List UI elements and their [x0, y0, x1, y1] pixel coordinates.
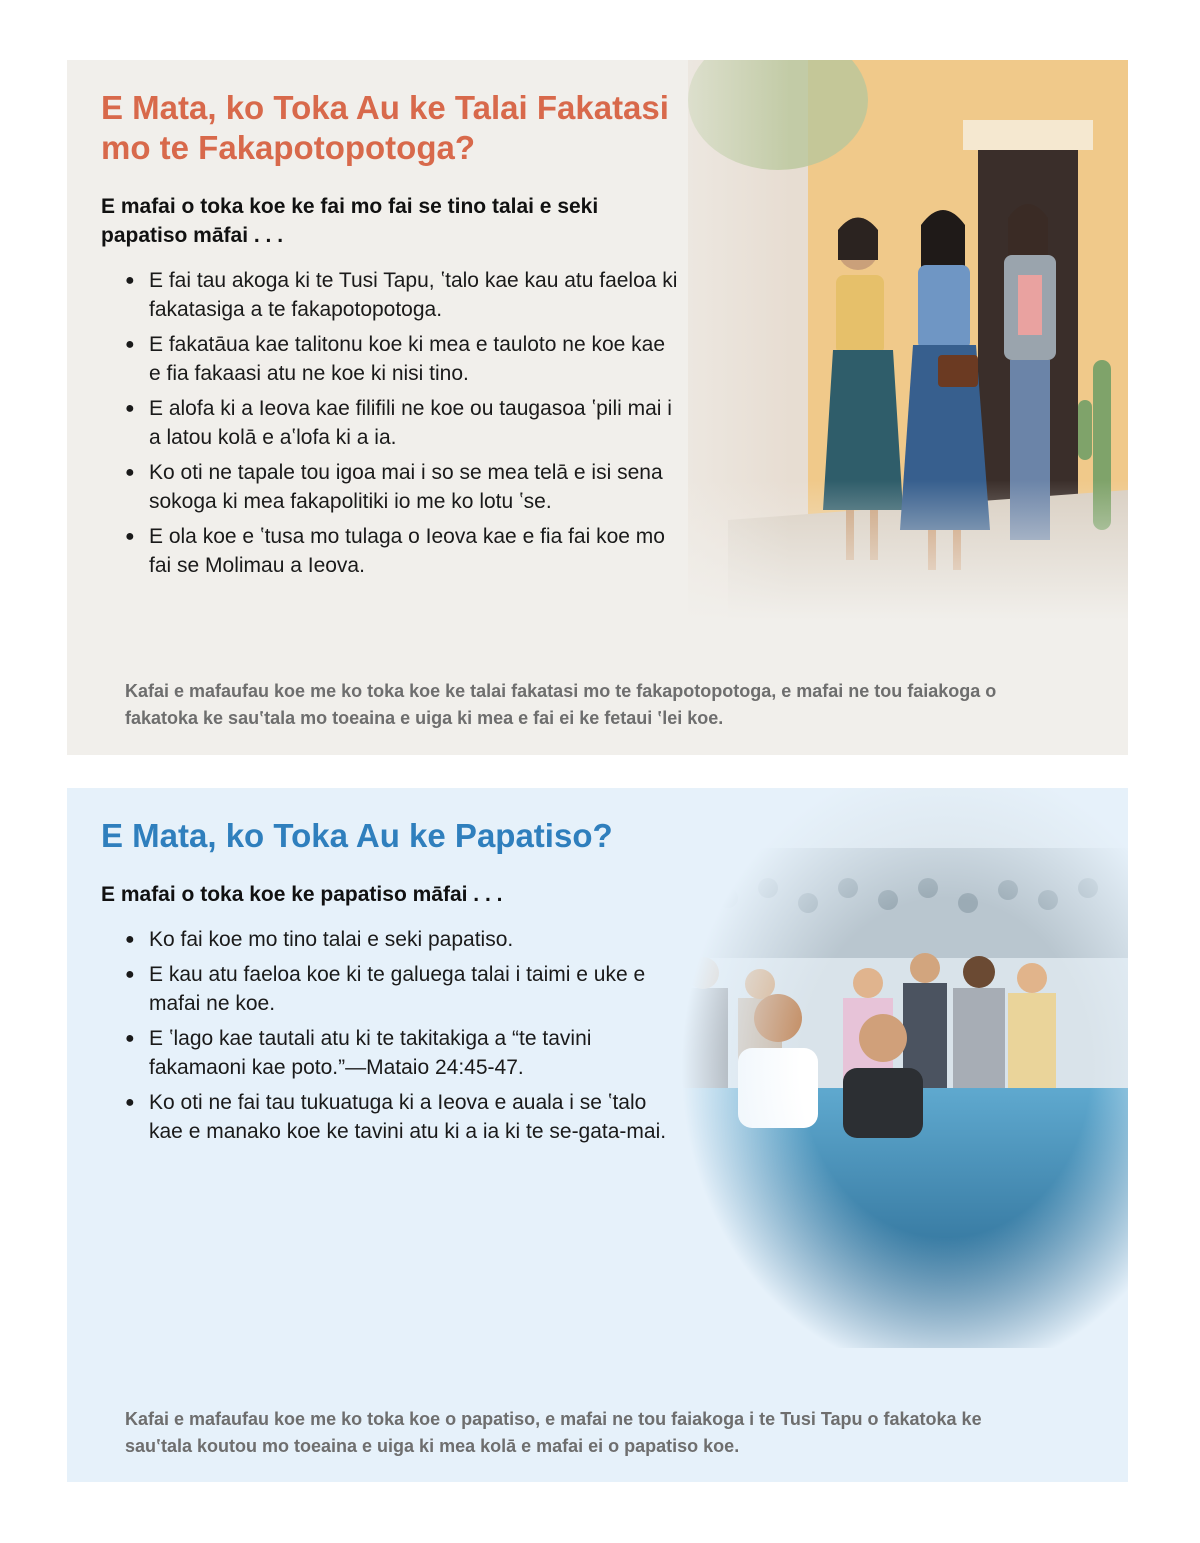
baptism-content [101, 816, 681, 1152]
bullet-icon: ● [125, 1094, 135, 1111]
list-item: ● E ʽlago kae tautali atu ki te takitakiga a “te tavini fakamaoni kae poto.”—Mataio 24:45-47. [125, 1024, 681, 1082]
list-item: ● E fakatāua kae talitonu koe ki mea e tauloto ne koe kae e fia fakaasi atu ne koe ki nisi tino. [125, 330, 681, 388]
bullet-icon: ● [125, 336, 135, 353]
baptism-section [67, 788, 1128, 1482]
baptism-illustration [648, 788, 1128, 1348]
section-title: E Mata, ko Toka Au ke Papatiso? [101, 817, 613, 854]
list-item: ● E kau atu faeloa koe ki te galuega talai i taimi e uke e mafai ne koe. [125, 960, 681, 1018]
criteria-list [101, 266, 681, 580]
preaching-section [67, 60, 1128, 755]
section-lead: E mafai o toka koe ke papatiso māfai . . . [101, 883, 503, 906]
section-footnote: Kafai e mafaufau koe me ko toka koe ke talai fakatasi mo te fakapotopotoga, e mafai ne tou faiakoga o fakatoka ke sauʽtala mo toeaina e uiga ki mea e fai ei ke fetaui ʽlei koe. [125, 681, 997, 728]
bullet-icon: ● [125, 1030, 135, 1047]
preaching-illustration [608, 60, 1128, 620]
list-item: ● E fai tau akoga ki te Tusi Tapu, ʽtalo kae kau atu faeloa ki fakatasiga a te fakapotopotoga. [125, 266, 681, 324]
section-lead: E mafai o toka koe ke fai mo fai se tino talai e seki papatiso māfai . . . [101, 195, 599, 247]
list-item: ● Ko oti ne tapale tou igoa mai i so se mea telā e isi sena sokoga ki mea fakapolitiki io me ko lotu ʽse. [125, 458, 681, 516]
bullet-icon: ● [125, 272, 135, 289]
criteria-list [101, 925, 681, 1146]
preaching-content [101, 88, 681, 586]
list-item: ● Ko oti ne fai tau tukuatuga ki a Ieova e auala i se ʽtalo kae e manako koe ke tavini atu ki a ia ki te se-gata-mai. [125, 1088, 681, 1146]
section-footnote: Kafai e mafaufau koe me ko toka koe o papatiso, e mafai ne tou faiakoga i te Tusi Tapu o fakatoka ke sauʽtala koutou mo toeaina e uiga ki mea kolā e mafai ei o papatiso koe. [125, 1409, 982, 1456]
bullet-icon: ● [125, 528, 135, 545]
section-title: E Mata, ko Toka Au ke Talai Fakatasi mo te Fakapotopotoga? [101, 89, 669, 166]
bullet-icon: ● [125, 400, 135, 417]
list-item: ● E ola koe e ʽtusa mo tulaga o Ieova kae e fia fai koe mo fai se Molimau a Ieova. [125, 522, 681, 580]
list-item: ● Ko fai koe mo tino talai e seki papatiso. [125, 925, 681, 954]
bullet-icon: ● [125, 966, 135, 983]
list-item: ● E alofa ki a Ieova kae filifili ne koe ou taugasoa ʽpili mai i a latou kolā e aʽlofa ki a ia. [125, 394, 681, 452]
bullet-icon: ● [125, 464, 135, 481]
bullet-icon: ● [125, 931, 135, 948]
